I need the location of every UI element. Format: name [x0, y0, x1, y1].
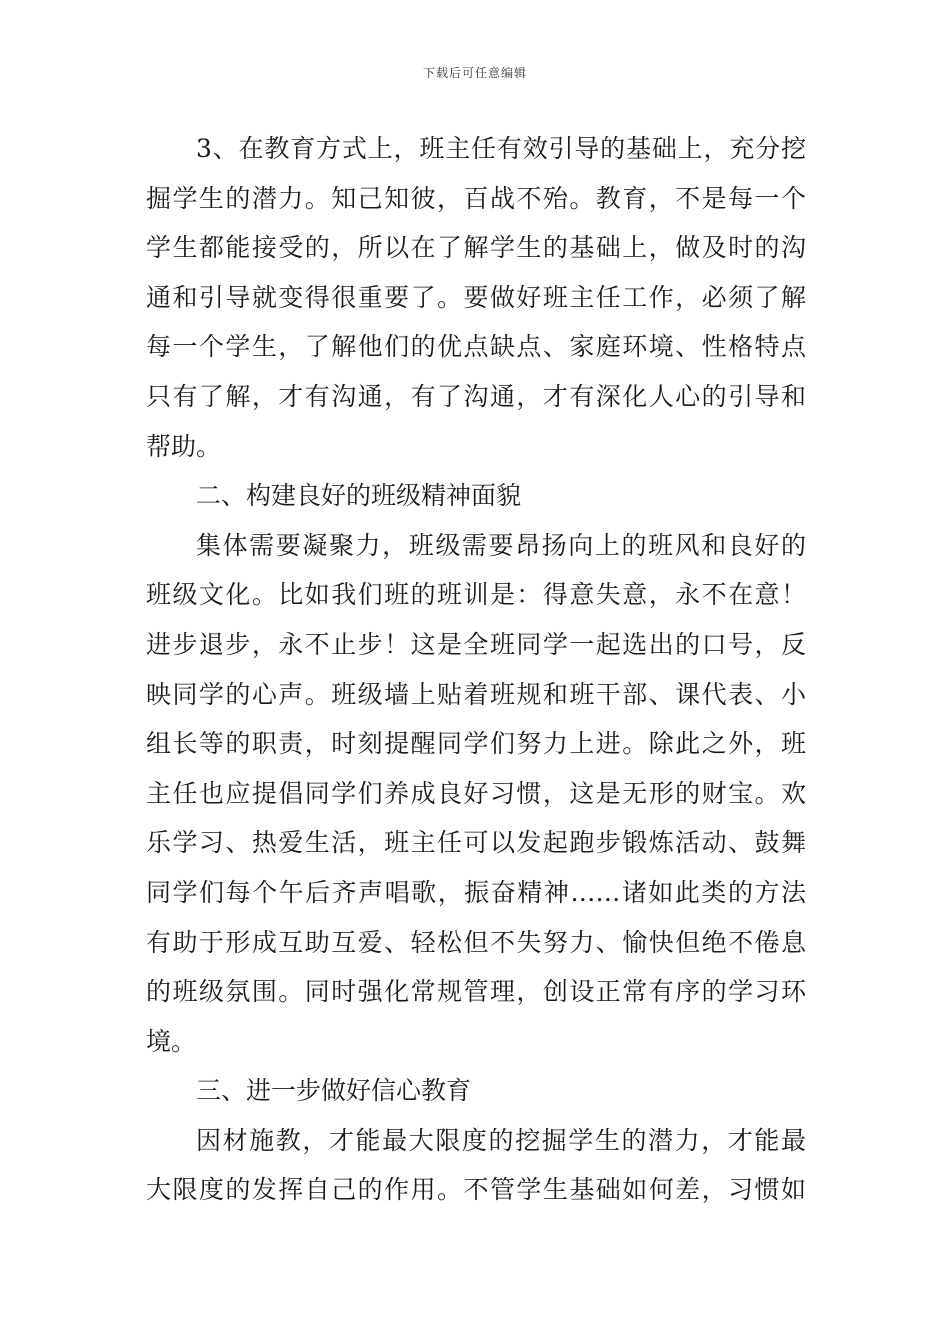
paragraph-line: 乐学习、热爱生活，班主任可以发起跑步锻炼活动、鼓舞	[146, 828, 806, 858]
paragraph-line: 同学们每个午后齐声唱歌，振奋精神……诸如此类的方法	[146, 877, 806, 907]
header-note: 下载后可任意编辑	[422, 66, 527, 80]
paragraph-line: 进步退步，永不止步！这是全班同学一起选出的口号，反	[146, 629, 806, 659]
paragraph-line: 因材施教，才能最大限度的挖掘学生的潜力，才能最	[196, 1125, 806, 1155]
paragraph-line: 班级文化。比如我们班的班训是：得意失意，永不在意！	[146, 580, 806, 610]
paragraph-line: 集体需要凝聚力，班级需要昂扬向上的班风和良好的	[196, 530, 806, 560]
paragraph-line: 每一个学生，了解他们的优点缺点、家庭环境、性格特点	[146, 332, 806, 362]
paragraph-line: 掘学生的潜力。知己知彼，百战不殆。教育，不是每一个	[146, 183, 806, 213]
paragraph-line: 主任也应提倡同学们养成良好习惯，这是无形的财宝。欢	[146, 778, 806, 808]
paragraph-line: 3、在教育方式上，班主任有效引导的基础上，充分挖	[196, 134, 806, 163]
paragraph-line: 组长等的职责，时刻提醒同学们努力上进。除此之外，班	[146, 729, 806, 759]
paragraph-line: 境。	[146, 1026, 197, 1056]
paragraph-line: 映同学的心声。班级墙上贴着班规和班干部、课代表、小	[146, 679, 806, 709]
paragraph-line: 通和引导就变得很重要了。要做好班主任工作，必须了解	[146, 282, 806, 312]
paragraph-line: 学生都能接受的，所以在了解学生的基础上，做及时的沟	[146, 233, 806, 263]
section-heading: 三、进一步做好信心教育	[196, 1076, 472, 1106]
paragraph-line: 有助于形成互助互爱、轻松但不失努力、愉快但绝不倦息	[146, 927, 806, 957]
paragraph-line: 的班级氛围。同时强化常规管理，创设正常有序的学习环	[146, 977, 806, 1007]
paragraph-line: 帮助。	[146, 431, 222, 461]
document-body	[146, 124, 806, 1215]
section-heading: 二、构建良好的班级精神面貌	[196, 481, 522, 511]
paragraph-line: 大限度的发挥自己的作用。不管学生基础如何差，习惯如	[146, 1175, 806, 1205]
paragraph-line: 只有了解，才有沟通，有了沟通，才有深化人心的引导和	[146, 381, 806, 411]
